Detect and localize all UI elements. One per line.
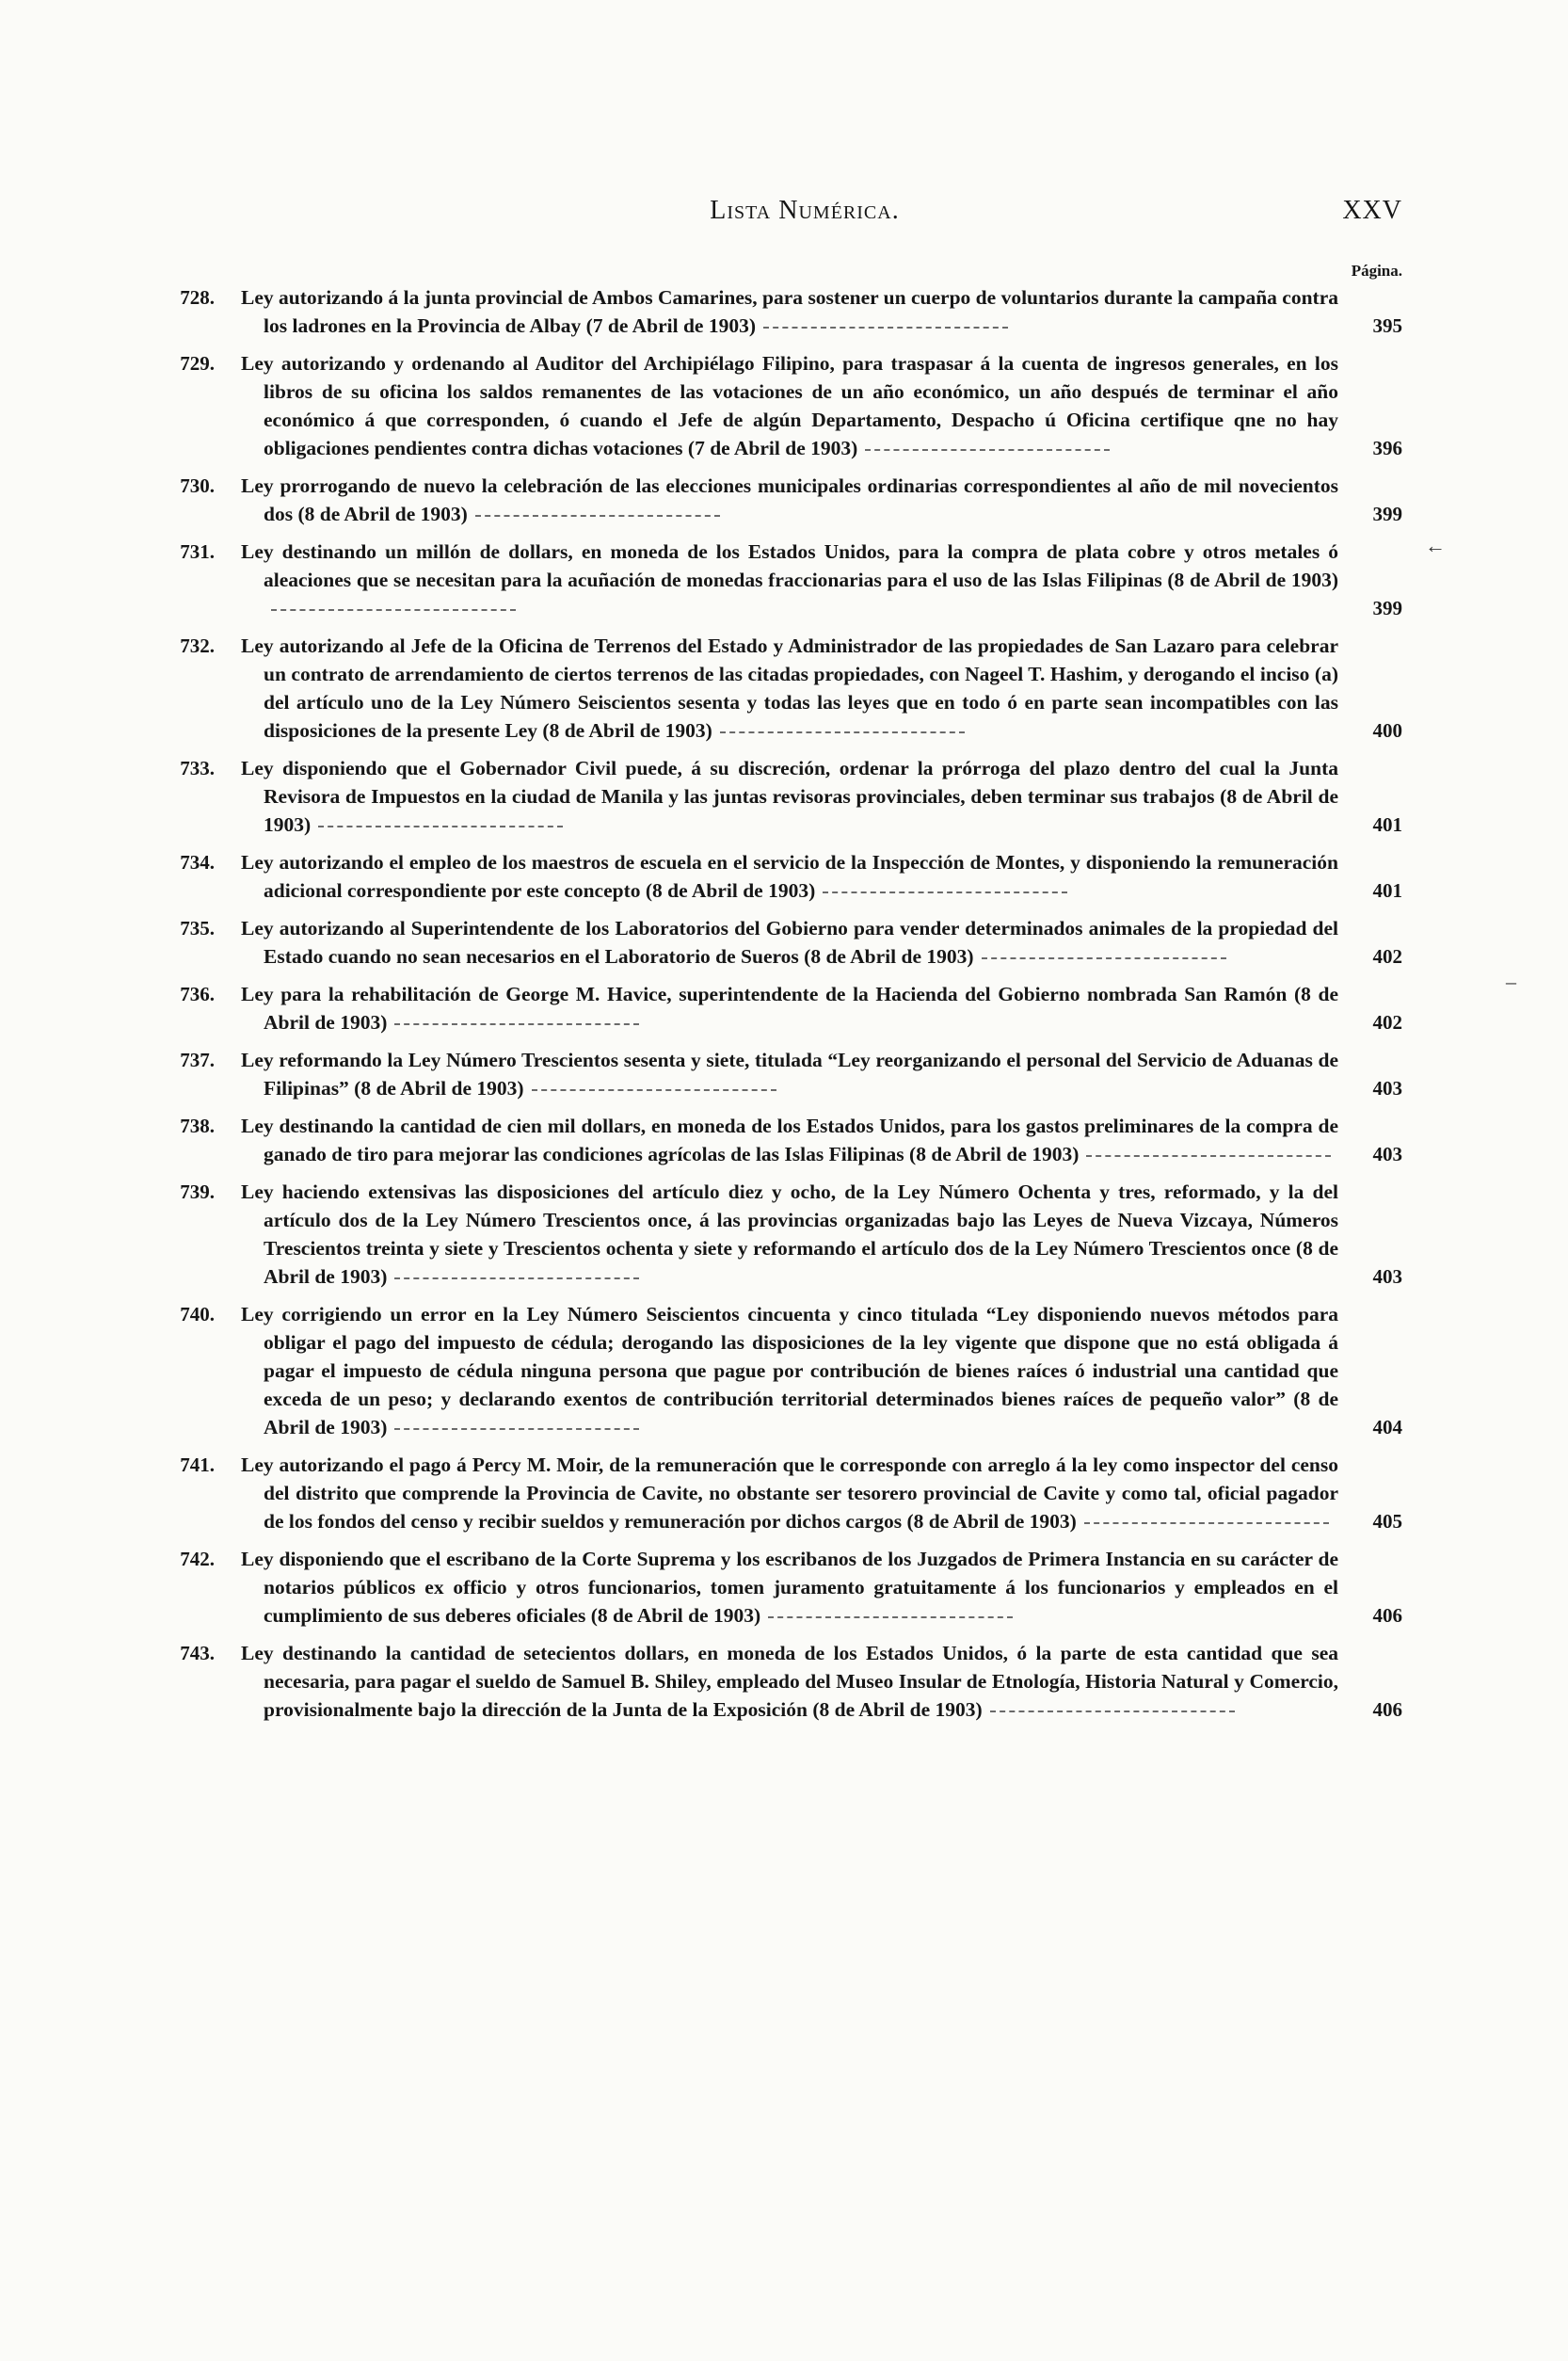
entry-page-number: 403	[1372, 1265, 1402, 1288]
entry-page-number: 404	[1372, 1416, 1402, 1438]
list-item	[151, 1451, 1402, 1535]
entry-page-number: 401	[1372, 813, 1402, 836]
entry-number: 738.	[180, 1115, 215, 1137]
entry-text	[241, 1178, 1338, 1291]
entry-description: Ley autorizando y ordenando al Auditor del Archipiélago Filipino, para traspasar á la cuenta de ingresos generales, en los libros de su oficina los saldos remanentes de las votaciones de un año económico, un año después de terminar el año económico á que corresponden, ó cuando el Jefe de algún Departamento, Despacho ú Oficina certifique qne no hay obligaciones pendientes contra dichas votaciones (7 de Abril de 1903)	[241, 352, 1338, 459]
list-item	[151, 1639, 1402, 1724]
entry-page-number: 402	[1372, 945, 1402, 968]
entry-description: Ley destinando la cantidad de cien mil dollars, en moneda de los Estados Unidos, para los gastos preliminares de la compra de ganado de tiro para mejorar las condiciones agrícolas de las Islas Filipinas (8 de Abril de 1903)	[241, 1115, 1338, 1165]
list-item	[151, 848, 1402, 905]
list-item	[151, 1300, 1402, 1441]
margin-arrow-icon: ←	[1425, 534, 1446, 557]
entry-text	[241, 472, 1338, 528]
entry-number: 735.	[180, 917, 215, 940]
list-item	[151, 472, 1402, 528]
entry-text	[241, 349, 1338, 462]
dot-leader	[394, 1277, 639, 1279]
entry-text	[241, 980, 1338, 1036]
entry-description: Ley reformando la Ley Número Trescientos sesenta y siete, titulada “Ley reorganizando el personal del Servicio de Aduanas de Filipinas” (8 de Abril de 1903)	[241, 1049, 1338, 1100]
entry-page-number: 399	[1372, 597, 1402, 619]
dot-leader	[720, 731, 965, 733]
entry-page-number: 402	[1372, 1011, 1402, 1034]
page-column-label: Página.	[1351, 262, 1402, 280]
entry-description: Ley autorizando á la junta provincial de Ambos Camarines, para sostener un cuerpo de voluntarios durante la campaña contra los ladrones en la Provincia de Albay (7 de Abril de 1903)	[241, 286, 1338, 337]
entry-number: 742.	[180, 1548, 215, 1570]
entry-number: 741.	[180, 1454, 215, 1476]
dot-leader	[475, 515, 720, 517]
entry-page-number: 403	[1372, 1077, 1402, 1100]
entry-number: 728.	[180, 286, 215, 309]
entry-description: Ley haciendo extensivas las disposiciones del artículo diez y ocho, de la Ley Número Ochenta y tres, reformado, y la del artículo dos de la Ley Número Trescientos once, á las provincias organizadas bajo las Leyes de Nueva Vizcaya, Números Trescientos treinta y siete y Trescientos ochenta y siete y reformando el artículo dos de la Ley Número Trescientos once (8 de Abril de 1903)	[241, 1180, 1338, 1288]
entry-page-number: 400	[1372, 719, 1402, 742]
entry-number: 733.	[180, 757, 215, 779]
entry-page-number: 401	[1372, 879, 1402, 902]
entry-number: 732.	[180, 634, 215, 657]
entry-number: 729.	[180, 352, 215, 375]
entry-list	[151, 283, 1402, 1733]
entry-number: 731.	[180, 540, 215, 563]
entry-description: Ley autorizando el empleo de los maestros de escuela en el servicio de la Inspección de Montes, y disponiendo la remuneración adicional correspondiente por este concepto (8 de Abril de 1903)	[241, 851, 1338, 902]
list-item	[151, 1178, 1402, 1291]
entry-description: Ley para la rehabilitación de George M. Havice, superintendente de la Hacienda del Gobierno nombrada San Ramón (8 de Abril de 1903)	[241, 983, 1338, 1034]
entry-text	[241, 848, 1338, 905]
entry-number: 739.	[180, 1180, 215, 1203]
page-header	[207, 196, 1402, 233]
entry-page-number: 406	[1372, 1698, 1402, 1721]
entry-text	[241, 1112, 1338, 1168]
entry-text	[241, 1545, 1338, 1630]
dot-leader	[318, 826, 563, 827]
entry-number: 736.	[180, 983, 215, 1005]
entry-text	[241, 632, 1338, 745]
entry-page-number: 406	[1372, 1604, 1402, 1627]
list-item	[151, 1112, 1402, 1168]
dot-leader	[532, 1089, 776, 1091]
page-title: Lista Numérica.	[710, 196, 900, 225]
dot-leader	[865, 449, 1110, 451]
entry-text	[241, 754, 1338, 839]
entry-description: Ley autorizando al Superintendente de los Laboratorios del Gobierno para vender determinados animales de la propiedad del Estado cuando no sean necesarios en el Laboratorio de Sueros (8 de Abril de 1903)	[241, 917, 1338, 968]
dot-leader	[990, 1711, 1235, 1712]
entry-text	[241, 1639, 1338, 1724]
entry-page-number: 396	[1372, 437, 1402, 459]
entry-text	[241, 1046, 1338, 1102]
entry-number: 740.	[180, 1303, 215, 1325]
entry-text	[241, 1451, 1338, 1535]
dot-leader	[982, 957, 1226, 959]
entry-number: 734.	[180, 851, 215, 874]
list-item	[151, 349, 1402, 462]
entry-description: Ley destinando un millón de dollars, en moneda de los Estados Unidos, para la compra de plata cobre y otros metales ó aleaciones que se necesitan para la acuñación de monedas fraccionarias para el uso de las Islas Filipinas (8 de Abril de 1903)	[241, 540, 1338, 591]
entry-description: Ley disponiendo que el escribano de la Corte Suprema y los escribanos de los Juzgados de Primera Instancia en su carácter de notarios públicos ex officio y otros funcionarios, tomen juramento gratuitamente á los funcionarios y empleados en el cumplimiento de sus deberes oficiales (8 de Abril de 1903)	[241, 1548, 1338, 1627]
entry-number: 730.	[180, 474, 215, 497]
list-item	[151, 980, 1402, 1036]
entry-description: Ley corrigiendo un error en la Ley Número Seiscientos cincuenta y cinco titulada “Ley disponiendo nuevos métodos para obligar el pago del impuesto de cédula; derogando las disposiciones de la ley vigente que dispone que no está obligada á pagar el impuesto de cédula ninguna persona que pague por contribución de bienes raíces ó industrial una cantidad que exceda de un peso; y declarando exentos de contribución territorial determinados bienes raíces de pequeño valor” (8 de Abril de 1903)	[241, 1303, 1338, 1438]
entry-description: Ley prorrogando de nuevo la celebración de las elecciones municipales ordinarias correspondientes al año de mil novecientos dos (8 de Abril de 1903)	[241, 474, 1338, 525]
entry-number: 743.	[180, 1642, 215, 1664]
margin-stroke-icon: –	[1506, 970, 1516, 993]
list-item	[151, 538, 1402, 622]
list-item	[151, 914, 1402, 971]
entry-number: 737.	[180, 1049, 215, 1071]
list-item	[151, 283, 1402, 340]
entry-page-number: 405	[1372, 1510, 1402, 1533]
entry-page-number: 403	[1372, 1143, 1402, 1165]
dot-leader	[1086, 1155, 1331, 1157]
dot-leader	[823, 891, 1067, 893]
entry-page-number: 395	[1372, 314, 1402, 337]
dot-leader	[271, 609, 516, 611]
entry-text	[241, 1300, 1338, 1441]
entry-description: Ley autorizando al Jefe de la Oficina de Terrenos del Estado y Administrador de las propiedades de San Lazaro para celebrar un contrato de arrendamiento de ciertos terrenos de las citadas propiedades, con Nageel T. Hashim, y derogando el inciso (a) del artículo uno de la Ley Número Seiscientos sesenta y todas las leyes que en todo ó en parte sean incompatibles con las disposiciones de la presente Ley (8 de Abril de 1903)	[241, 634, 1338, 742]
entry-text	[241, 283, 1338, 340]
entry-description: Ley disponiendo que el Gobernador Civil puede, á su discreción, ordenar la prórroga del plazo dentro del cual la Junta Revisora de Impuestos en la ciudad de Manila y las juntas revisoras provinciales, deben terminar sus trabajos (8 de Abril de 1903)	[241, 757, 1338, 836]
dot-leader	[763, 327, 1008, 329]
dot-leader	[394, 1023, 639, 1025]
dot-leader	[394, 1428, 639, 1430]
entry-text	[241, 914, 1338, 971]
list-item	[151, 1046, 1402, 1102]
entry-text	[241, 538, 1338, 622]
page-number: XXV	[1342, 196, 1402, 225]
entry-description: Ley destinando la cantidad de setecientos dollars, en moneda de los Estados Unidos, ó la parte de esta cantidad que sea necesaria, para pagar el sueldo de Samuel B. Shiley, empleado del Museo Insular de Etnología, Historia Natural y Comercio, provisionalmente bajo la dirección de la Junta de la Exposición (8 de Abril de 1903)	[241, 1642, 1338, 1721]
dot-leader	[1084, 1522, 1329, 1524]
dot-leader	[768, 1616, 1013, 1618]
entry-page-number: 399	[1372, 503, 1402, 525]
list-item	[151, 754, 1402, 839]
list-item	[151, 1545, 1402, 1630]
list-item	[151, 632, 1402, 745]
entry-description: Ley autorizando el pago á Percy M. Moir, de la remuneración que le corresponde con arreglo á la ley como inspector del censo del distrito que comprende la Provincia de Cavite, no obstante ser tesorero provincial de Cavite y como tal, oficial pagador de los fondos del censo y recibir sueldos y remuneración por dichos cargos (8 de Abril de 1903)	[241, 1454, 1338, 1533]
